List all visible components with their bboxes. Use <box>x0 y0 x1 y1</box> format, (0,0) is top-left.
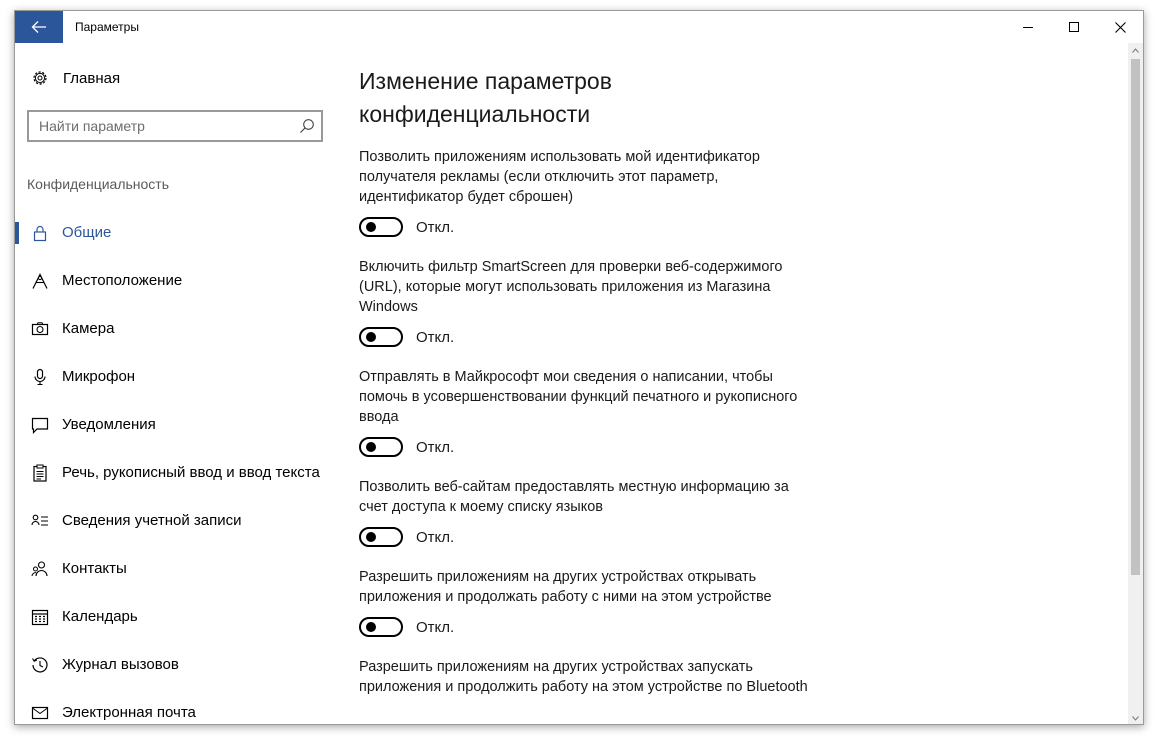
sidebar <box>15 43 335 725</box>
toggle-switch[interactable] <box>359 217 403 237</box>
toggle-row <box>359 436 819 458</box>
clipboard-icon <box>31 464 49 482</box>
toggle-knob <box>366 332 376 342</box>
sidebar-item-label: Микрофон <box>62 368 136 385</box>
scroll-up-button[interactable] <box>1128 43 1143 57</box>
close-button[interactable] <box>1097 11 1143 43</box>
sidebar-item-email[interactable] <box>15 689 335 725</box>
scroll-thumb[interactable] <box>1131 59 1140 575</box>
minimize-button[interactable] <box>1005 11 1051 43</box>
toggle-row <box>359 616 819 638</box>
sidebar-item-label: Календарь <box>62 608 138 625</box>
history-icon <box>31 656 49 674</box>
setting-other-devices-open <box>359 567 819 638</box>
scroll-down-button[interactable] <box>1128 711 1143 725</box>
sidebar-item-account-info[interactable] <box>15 497 335 545</box>
sidebar-item-contacts[interactable] <box>15 545 335 593</box>
sidebar-item-label: Электронная почта <box>62 704 196 721</box>
home-link[interactable] <box>31 69 120 87</box>
toggle-state-label: Откл. <box>416 618 455 636</box>
vertical-scrollbar[interactable] <box>1128 43 1143 725</box>
sidebar-item-calendar[interactable] <box>15 593 335 641</box>
sidebar-item-general[interactable] <box>15 209 335 257</box>
toggle-row <box>359 526 819 548</box>
sidebar-nav <box>15 209 335 725</box>
setting-description: Разрешить приложениям на других устройствах запускать приложения и продолжить работу на этом устройстве по Bluetooth <box>359 659 808 695</box>
sidebar-item-camera[interactable] <box>15 305 335 353</box>
page-title: Изменение параметров конфиденциальности <box>359 68 612 127</box>
sidebar-item-label: Местоположение <box>62 272 183 289</box>
setting-description: Отправлять в Майкрософт мои сведения о написании, чтобы помочь в усовершенствовании функций печатного и рукописного ввода <box>359 369 798 425</box>
toggle-state-label: Откл. <box>416 438 455 456</box>
sidebar-item-call-history[interactable] <box>15 641 335 689</box>
close-icon <box>1115 22 1126 33</box>
toggle-row <box>359 216 819 238</box>
contacts-icon <box>31 560 49 578</box>
mail-icon <box>31 704 49 722</box>
setting-description: Позволить веб-сайтам предоставлять местную информацию за счет доступа к моему списку языков <box>359 479 789 515</box>
toggle-switch[interactable] <box>359 617 403 637</box>
toggle-switch[interactable] <box>359 437 403 457</box>
setting-description: Включить фильтр SmartScreen для проверки веб-содержимого (URL), которые могут использовать приложения из Магазина Windows <box>359 259 783 315</box>
setting-writing-info <box>359 367 819 458</box>
lock-icon <box>31 224 49 242</box>
search-box[interactable] <box>27 110 323 142</box>
home-label: Главная <box>63 69 121 87</box>
gear-icon <box>31 69 49 87</box>
setting-smartscreen <box>359 257 819 348</box>
camera-icon <box>31 320 49 338</box>
toggle-knob <box>366 222 376 232</box>
search-input[interactable] <box>39 117 289 135</box>
setting-other-devices-bluetooth <box>359 657 819 697</box>
toggle-switch[interactable] <box>359 527 403 547</box>
setting-language-list <box>359 477 819 548</box>
toggle-switch[interactable] <box>359 327 403 347</box>
toggle-state-label: Откл. <box>416 528 455 546</box>
settings-window <box>14 10 1144 725</box>
chevron-down-icon <box>1132 716 1139 721</box>
sidebar-item-label: Общие <box>62 224 112 241</box>
sidebar-item-microphone[interactable] <box>15 353 335 401</box>
setting-advertising-id <box>359 147 819 238</box>
microphone-icon <box>31 368 49 386</box>
maximize-icon <box>1069 22 1079 32</box>
toggle-row <box>359 326 819 348</box>
back-button[interactable] <box>15 11 63 43</box>
toggle-state-label: Откл. <box>416 328 455 346</box>
sidebar-item-label: Уведомления <box>62 416 156 433</box>
location-icon <box>31 272 49 290</box>
setting-description: Позволить приложениям использовать мой идентификатор получателя рекламы (если отключить этот параметр, идентификатор будет сброшен) <box>359 149 760 205</box>
main-content <box>359 43 1119 725</box>
sidebar-item-label: Камера <box>62 320 115 337</box>
section-header: Конфиденциальность <box>27 176 170 192</box>
sidebar-item-label: Речь, рукописный ввод и ввод текста <box>62 464 320 481</box>
minimize-icon <box>1023 22 1033 32</box>
sidebar-item-location[interactable] <box>15 257 335 305</box>
toggle-knob <box>366 442 376 452</box>
notification-icon <box>31 416 49 434</box>
title-bar <box>15 11 1143 43</box>
back-arrow-icon <box>31 20 47 34</box>
toggle-state-label: Откл. <box>416 218 455 236</box>
sidebar-item-label: Журнал вызовов <box>62 656 179 673</box>
calendar-icon <box>31 608 49 626</box>
chevron-up-icon <box>1132 48 1139 53</box>
sidebar-item-speech[interactable] <box>15 449 335 497</box>
window-title: Параметры <box>75 20 139 34</box>
toggle-knob <box>366 622 376 632</box>
search-icon[interactable] <box>299 118 315 134</box>
sidebar-item-label: Сведения учетной записи <box>62 512 242 529</box>
toggle-knob <box>366 532 376 542</box>
maximize-button[interactable] <box>1051 11 1097 43</box>
setting-description: Разрешить приложениям на других устройствах открывать приложения и продолжать работу с ними на этом устройстве <box>359 569 772 605</box>
account-info-icon <box>31 512 49 530</box>
sidebar-item-notifications[interactable] <box>15 401 335 449</box>
sidebar-item-label: Контакты <box>62 560 127 577</box>
